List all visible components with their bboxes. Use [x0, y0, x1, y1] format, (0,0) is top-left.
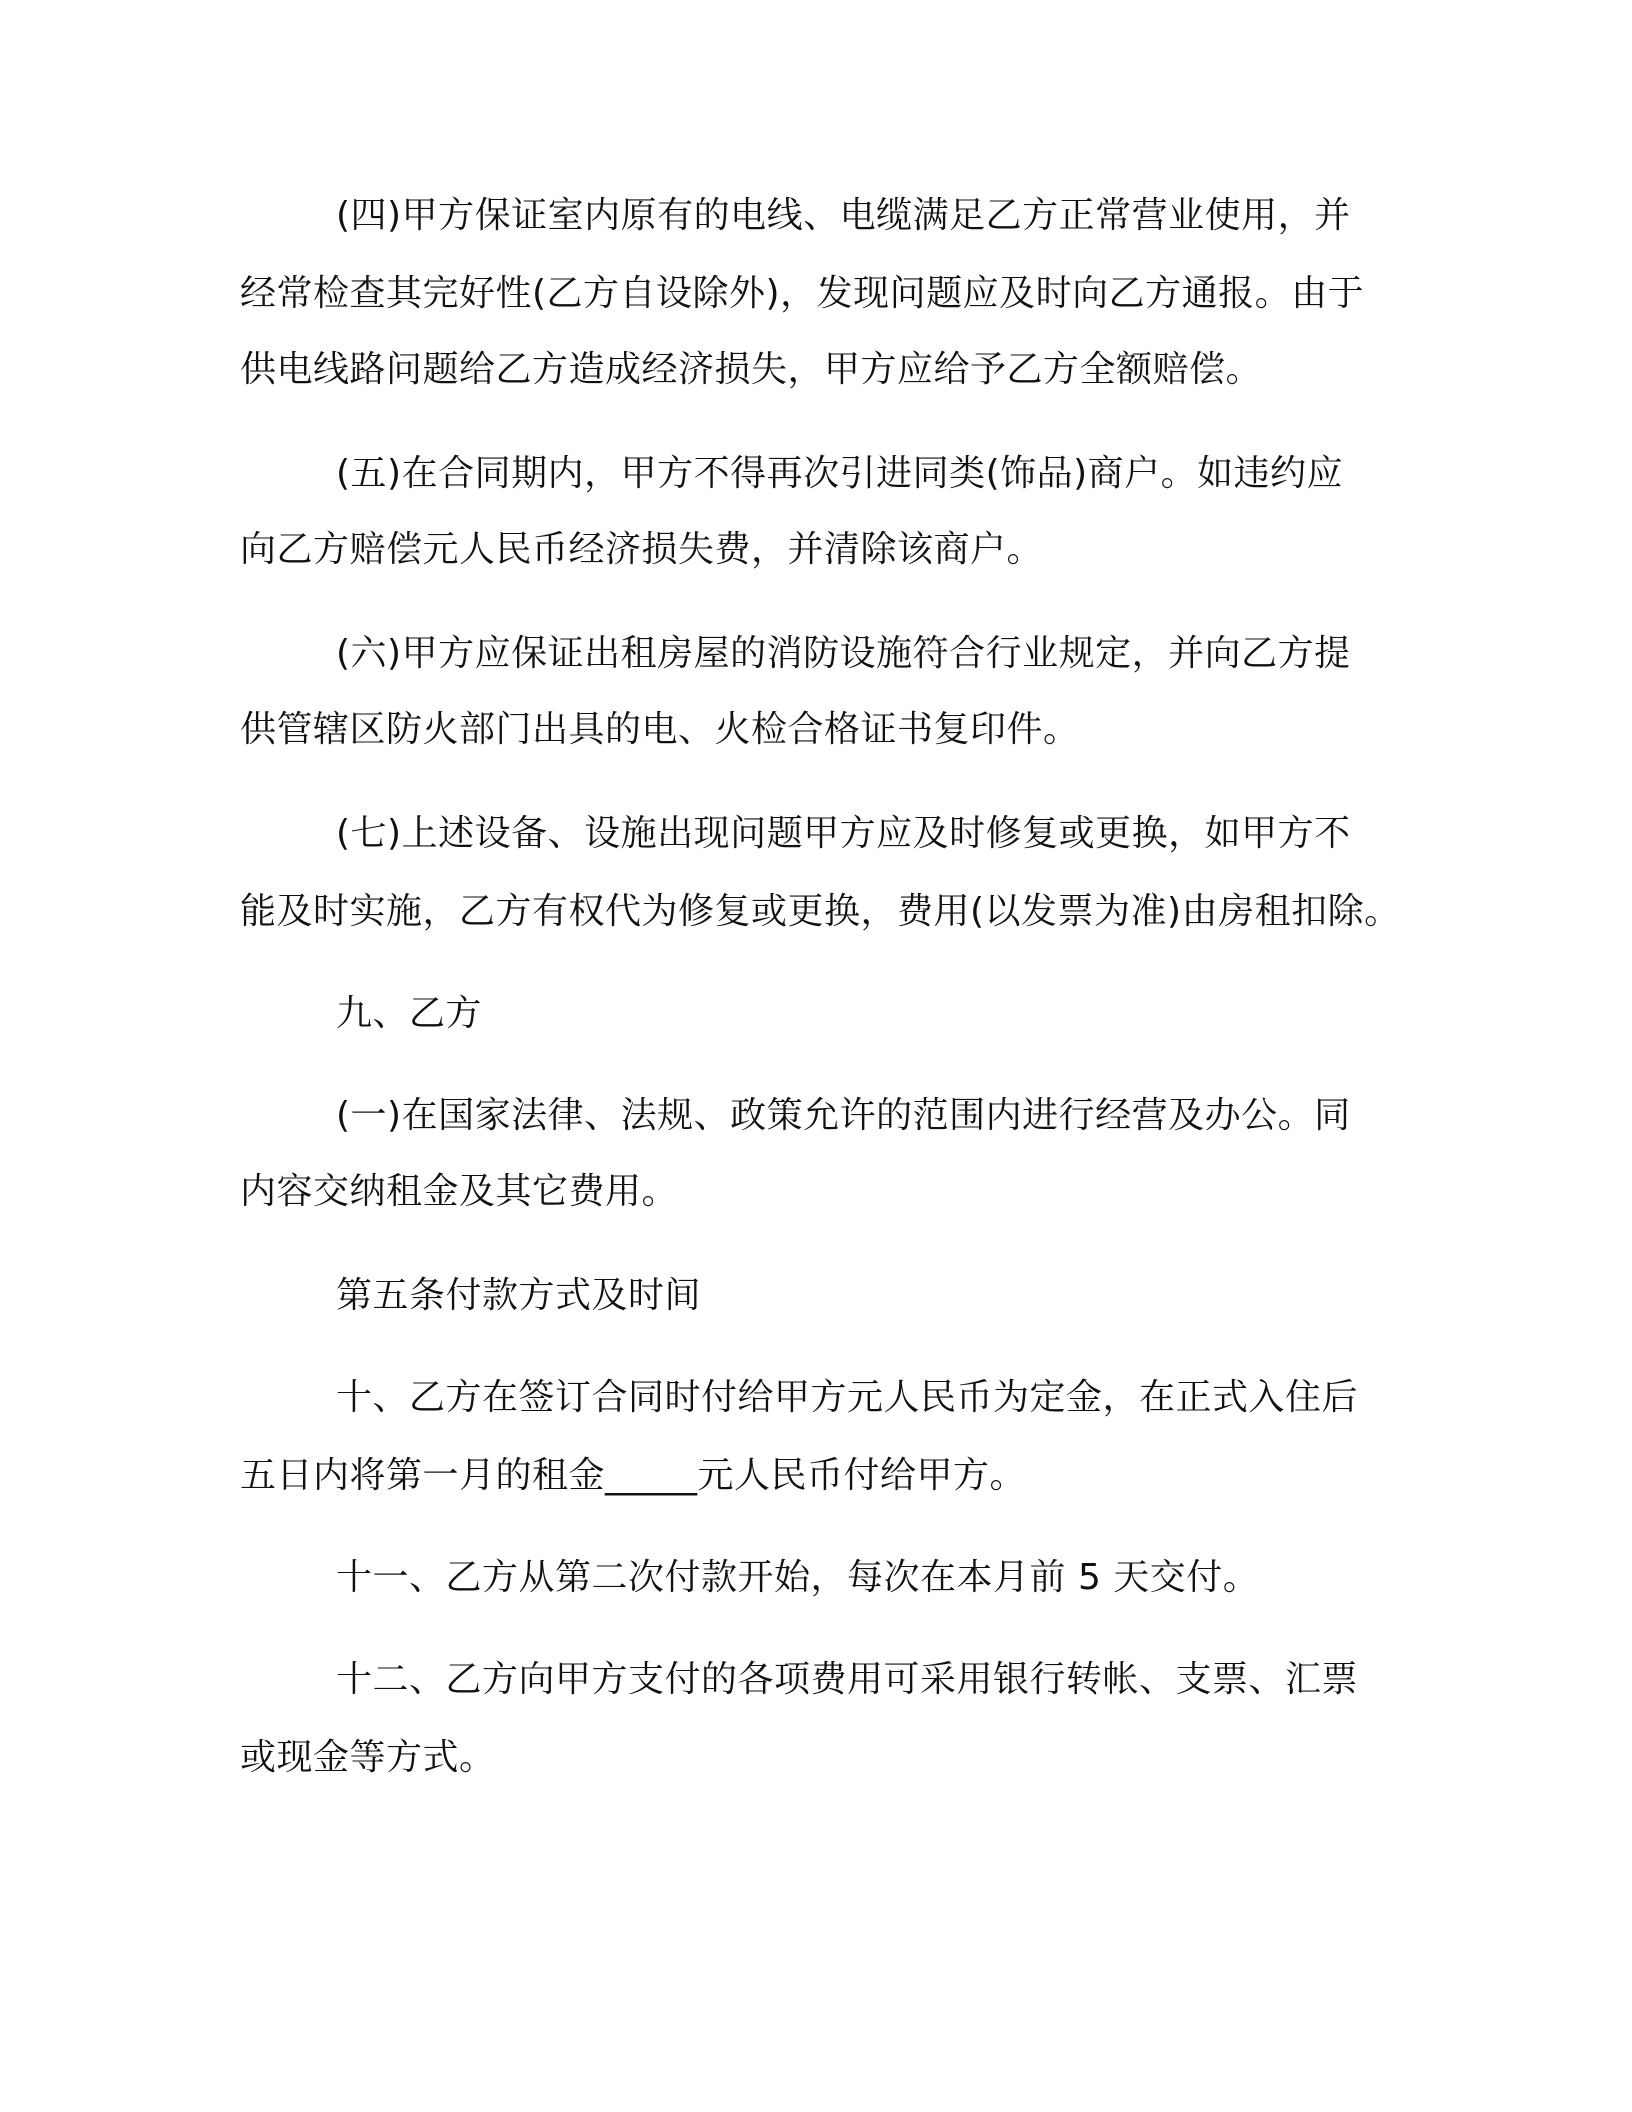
paragraph-4-line-3: 供电线路问题给乙方造成经济损失，甲方应给予乙方全额赔偿。 [240, 349, 1263, 390]
paragraph-10-line-2: 五日内将第一月的租金_____元人民币付给甲方。 [240, 1455, 1027, 1496]
paragraph-6-line-2: 供管辖区防火部门出具的电、火检合格证书复印件。 [240, 709, 1080, 750]
paragraph-7-line-1: (七)上述设备、设施出现问题甲方应及时修复或更换，如甲方不 [336, 813, 1351, 854]
paragraph-4-line-2: 经常检查其完好性(乙方自设除外)，发现问题应及时向乙方通报。由于 [240, 273, 1365, 314]
paragraph-10-line-1: 十、乙方在签订合同时付给甲方元人民币为定金，在正式入住后 [336, 1377, 1359, 1418]
paragraph-4-line-1: (四)甲方保证室内原有的电线、电缆满足乙方正常营业使用，并 [336, 195, 1351, 236]
article-5-heading: 第五条付款方式及时间 [336, 1275, 702, 1316]
paragraph-9-1-line-2: 内容交纳租金及其它费用。 [240, 1171, 679, 1212]
paragraph-7-line-2: 能及时实施，乙方有权代为修复或更换，费用(以发票为准)由房租扣除。 [240, 891, 1401, 932]
paragraph-6-line-1: (六)甲方应保证出租房屋的消防设施符合行业规定，并向乙方提 [336, 633, 1351, 674]
paragraph-5-line-1: (五)在合同期内，甲方不得再次引进同类(饰品)商户。如违约应 [336, 453, 1344, 494]
paragraph-5-line-2: 向乙方赔偿元人民币经济损失费，并清除该商户。 [240, 529, 1044, 570]
section-heading-9: 九、乙方 [336, 993, 483, 1034]
paragraph-11: 十一、乙方从第二次付款开始，每次在本月前 5 天交付。 [336, 1557, 1260, 1598]
paragraph-9-1-line-1: (一)在国家法律、法规、政策允许的范围内进行经营及办公。同 [336, 1095, 1351, 1136]
paragraph-12-line-2: 或现金等方式。 [240, 1737, 496, 1778]
paragraph-12-line-1: 十二、乙方向甲方支付的各项费用可采用银行转帐、支票、汇票 [336, 1659, 1359, 1700]
